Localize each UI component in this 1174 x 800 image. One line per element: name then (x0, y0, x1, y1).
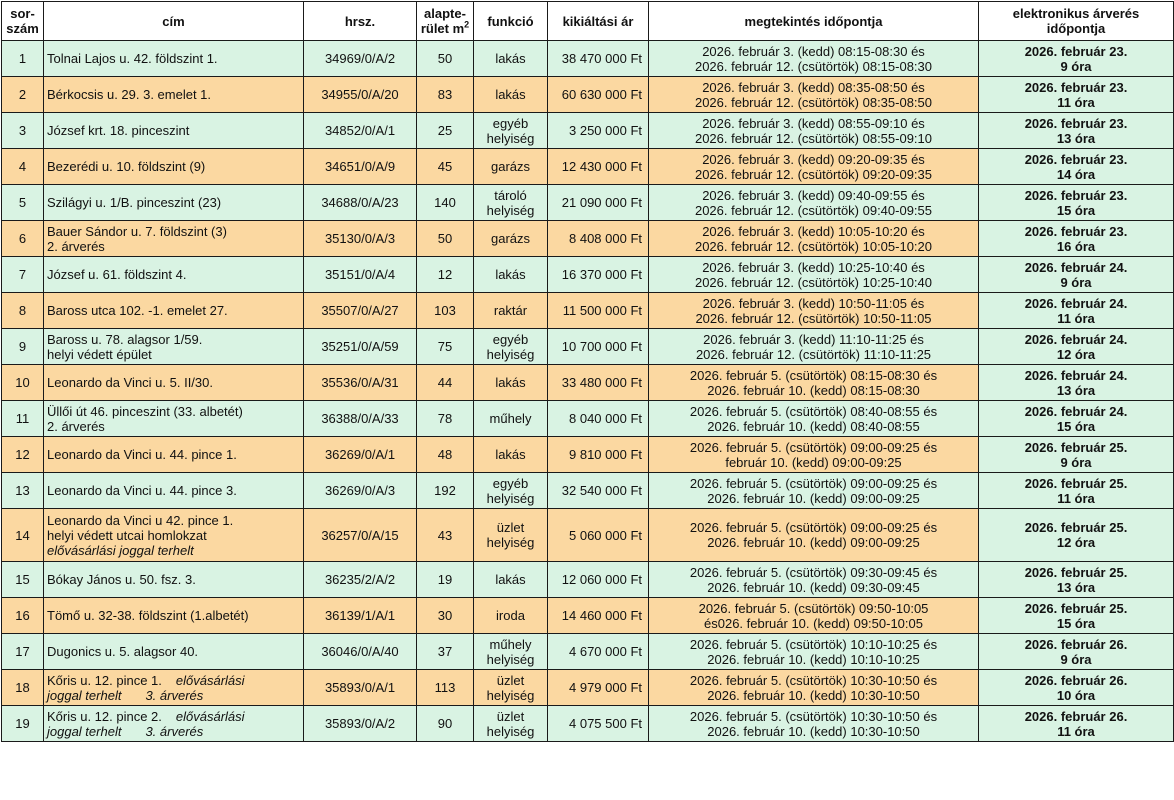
table-row (2, 77, 1174, 113)
row-price: 4 075 500 Ft (548, 706, 649, 742)
row-auction: 2026. február 24. 12 óra (979, 329, 1174, 365)
row-auction: 2026. február 24. 15 óra (979, 401, 1174, 437)
row-address: Bókay János u. 50. fsz. 3. (44, 562, 304, 598)
row-function: üzlet helyiség (474, 670, 548, 706)
header-area: alapte- rület $m^2$ (417, 2, 474, 41)
row-function: lakás (474, 41, 548, 77)
row-area: 75 (417, 329, 474, 365)
header-row (2, 2, 1174, 41)
row-auction: 2026. február 23. 11 óra (979, 77, 1174, 113)
row-area: 43 (417, 509, 474, 562)
row-area: 192 (417, 473, 474, 509)
row-number: 13 (2, 473, 44, 509)
row-number: 17 (2, 634, 44, 670)
row-hrsz: 34852/0/A/1 (304, 113, 417, 149)
row-viewing: 2026. február 3. (kedd) 10:05-10:20 és 2026. február 12. (csütörtök) 10:05-10:20 (649, 221, 979, 257)
row-price: 3 250 000 Ft (548, 113, 649, 149)
row-viewing: 2026. február 5. (csütörtök) 09:00-09:25 és 2026. február 10. (kedd) 09:00-09:25 (649, 509, 979, 562)
row-address: Kőris u. 12. pince 1. elővásárlási joggal terhelt 3. árverés (44, 670, 304, 706)
row-price: 4 979 000 Ft (548, 670, 649, 706)
row-function: lakás (474, 77, 548, 113)
row-area: 78 (417, 401, 474, 437)
row-number: 16 (2, 598, 44, 634)
row-price: 38 470 000 Ft (548, 41, 649, 77)
header-num: sor- szám (2, 2, 44, 41)
row-auction: 2026. február 25. 11 óra (979, 473, 1174, 509)
row-price: 8 040 000 Ft (548, 401, 649, 437)
table-row (2, 670, 1174, 706)
row-area: 48 (417, 437, 474, 473)
row-auction: 2026. február 26. 11 óra (979, 706, 1174, 742)
row-hrsz: 36388/0/A/33 (304, 401, 417, 437)
row-area: 83 (417, 77, 474, 113)
row-area: 140 (417, 185, 474, 221)
row-auction: 2026. február 23. 9 óra (979, 41, 1174, 77)
row-number: 10 (2, 365, 44, 401)
header-function: funkció (474, 2, 548, 41)
row-hrsz: 35893/0/A/1 (304, 670, 417, 706)
table-row (2, 473, 1174, 509)
table-row (2, 365, 1174, 401)
row-viewing: 2026. február 3. (kedd) 09:20-09:35 és 2026. február 12. (csütörtök) 09:20-09:35 (649, 149, 979, 185)
row-viewing: 2026. február 3. (kedd) 10:50-11:05 és 2026. február 12. (csütörtök) 10:50-11:05 (649, 293, 979, 329)
row-number: 15 (2, 562, 44, 598)
row-hrsz: 35251/0/A/59 (304, 329, 417, 365)
row-function: lakás (474, 562, 548, 598)
table-row (2, 113, 1174, 149)
row-auction: 2026. február 26. 10 óra (979, 670, 1174, 706)
row-number: 19 (2, 706, 44, 742)
row-function: iroda (474, 598, 548, 634)
row-auction: 2026. február 24. 9 óra (979, 257, 1174, 293)
row-address: Szilágyi u. 1/B. pinceszint (23) (44, 185, 304, 221)
table-row (2, 437, 1174, 473)
table-row (2, 293, 1174, 329)
row-area: 103 (417, 293, 474, 329)
row-function: lakás (474, 365, 548, 401)
row-price: 21 090 000 Ft (548, 185, 649, 221)
row-address: Tömő u. 32-38. földszint (1.albetét) (44, 598, 304, 634)
row-address: Baross u. 78. alagsor 1/59. helyi védett épület (44, 329, 304, 365)
header-hrsz: hrsz. (304, 2, 417, 41)
row-hrsz: 35893/0/A/2 (304, 706, 417, 742)
row-hrsz: 36139/1/A/1 (304, 598, 417, 634)
row-viewing: 2026. február 3. (kedd) 09:40-09:55 és 2026. február 12. (csütörtök) 09:40-09:55 (649, 185, 979, 221)
table-row (2, 509, 1174, 562)
row-viewing: 2026. február 5. (csütörtök) 09:00-09:25 és 2026. február 10. (kedd) 09:00-09:25 (649, 473, 979, 509)
row-function: garázs (474, 221, 548, 257)
header-viewing: megtekintés időpontja (649, 2, 979, 41)
table-row (2, 706, 1174, 742)
row-hrsz: 35130/0/A/3 (304, 221, 417, 257)
row-number: 9 (2, 329, 44, 365)
row-viewing: 2026. február 5. (csütörtök) 10:30-10:50 és 2026. február 10. (kedd) 10:30-10:50 (649, 670, 979, 706)
row-viewing: 2026. február 3. (kedd) 08:15-08:30 és 2026. február 12. (csütörtök) 08:15-08:30 (649, 41, 979, 77)
table-row (2, 41, 1174, 77)
row-price: 9 810 000 Ft (548, 437, 649, 473)
row-auction: 2026. február 24. 13 óra (979, 365, 1174, 401)
row-address: Dugonics u. 5. alagsor 40. (44, 634, 304, 670)
row-number: 18 (2, 670, 44, 706)
row-address: Kőris u. 12. pince 2. elővásárlási joggal terhelt 3. árverés (44, 706, 304, 742)
row-area: 44 (417, 365, 474, 401)
row-function: egyéb helyiség (474, 113, 548, 149)
table-row (2, 401, 1174, 437)
table-row (2, 221, 1174, 257)
row-address: Baross utca 102. -1. emelet 27. (44, 293, 304, 329)
row-address: Tolnai Lajos u. 42. földszint 1. (44, 41, 304, 77)
table-row (2, 634, 1174, 670)
row-function: raktár (474, 293, 548, 329)
row-hrsz: 35151/0/A/4 (304, 257, 417, 293)
header-address: cím (44, 2, 304, 41)
table-row (2, 598, 1174, 634)
row-viewing: 2026. február 3. (kedd) 08:35-08:50 és 2026. február 12. (csütörtök) 08:35-08:50 (649, 77, 979, 113)
table-row (2, 149, 1174, 185)
table-row (2, 257, 1174, 293)
row-address: József u. 61. földszint 4. (44, 257, 304, 293)
row-price: 32 540 000 Ft (548, 473, 649, 509)
row-number: 3 (2, 113, 44, 149)
row-price: 16 370 000 Ft (548, 257, 649, 293)
row-hrsz: 36235/2/A/2 (304, 562, 417, 598)
row-function: műhely helyiség (474, 634, 548, 670)
row-price: 14 460 000 Ft (548, 598, 649, 634)
row-auction: 2026. február 25. 15 óra (979, 598, 1174, 634)
row-address: Leonardo da Vinci u. 44. pince 1. (44, 437, 304, 473)
table-row (2, 329, 1174, 365)
row-price: 11 500 000 Ft (548, 293, 649, 329)
row-price: 12 430 000 Ft (548, 149, 649, 185)
row-viewing: 2026. február 3. (kedd) 08:55-09:10 és 2026. február 12. (csütörtök) 08:55-09:10 (649, 113, 979, 149)
row-function: egyéb helyiség (474, 473, 548, 509)
row-area: 50 (417, 221, 474, 257)
row-number: 1 (2, 41, 44, 77)
row-area: 113 (417, 670, 474, 706)
row-auction: 2026. február 25. 9 óra (979, 437, 1174, 473)
row-hrsz: 36269/0/A/1 (304, 437, 417, 473)
row-address: Bérkocsis u. 29. 3. emelet 1. (44, 77, 304, 113)
row-function: üzlet helyiség (474, 706, 548, 742)
row-hrsz: 36046/0/A/40 (304, 634, 417, 670)
row-address: Leonardo da Vinci u. 5. II/30. (44, 365, 304, 401)
row-function: lakás (474, 437, 548, 473)
row-hrsz: 35507/0/A/27 (304, 293, 417, 329)
header-price: kikiáltási ár (548, 2, 649, 41)
table-row (2, 562, 1174, 598)
row-area: 90 (417, 706, 474, 742)
row-auction: 2026. február 25. 13 óra (979, 562, 1174, 598)
row-number: 5 (2, 185, 44, 221)
row-hrsz: 34688/0/A/23 (304, 185, 417, 221)
table-body (2, 41, 1174, 742)
row-price: 4 670 000 Ft (548, 634, 649, 670)
row-area: 45 (417, 149, 474, 185)
row-viewing: 2026. február 3. (kedd) 10:25-10:40 és 2026. február 12. (csütörtök) 10:25-10:40 (649, 257, 979, 293)
row-auction: 2026. február 23. 15 óra (979, 185, 1174, 221)
row-address: József krt. 18. pinceszint (44, 113, 304, 149)
row-auction: 2026. február 26. 9 óra (979, 634, 1174, 670)
row-viewing: 2026. február 5. (csütörtök) 08:15-08:30 és 2026. február 10. (kedd) 08:15-08:30 (649, 365, 979, 401)
row-number: 6 (2, 221, 44, 257)
row-viewing: 2026. február 5. (csütörtök) 09:00-09:25 és február 10. (kedd) 09:00-09:25 (649, 437, 979, 473)
row-number: 8 (2, 293, 44, 329)
row-price: 60 630 000 Ft (548, 77, 649, 113)
row-auction: 2026. február 25. 12 óra (979, 509, 1174, 562)
row-price: 33 480 000 Ft (548, 365, 649, 401)
row-number: 12 (2, 437, 44, 473)
row-function: egyéb helyiség (474, 329, 548, 365)
row-area: 30 (417, 598, 474, 634)
row-number: 14 (2, 509, 44, 562)
row-viewing: 2026. február 5. (csütörtök) 09:30-09:45 és 2026. február 10. (kedd) 09:30-09:45 (649, 562, 979, 598)
row-address: Leonardo da Vinci u. 44. pince 3. (44, 473, 304, 509)
row-function: lakás (474, 257, 548, 293)
row-price: 8 408 000 Ft (548, 221, 649, 257)
row-viewing: 2026. február 5. (csütörtök) 08:40-08:55 és 2026. február 10. (kedd) 08:40-08:55 (649, 401, 979, 437)
row-auction: 2026. február 23. 13 óra (979, 113, 1174, 149)
row-auction: 2026. február 24. 11 óra (979, 293, 1174, 329)
row-number: 7 (2, 257, 44, 293)
row-address: Leonardo da Vinci u 42. pince 1. helyi védett utcai homlokzat elővásárlási joggal terhelt (44, 509, 304, 562)
row-viewing: 2026. február 5. (csütörtök) 10:10-10:25 és 2026. február 10. (kedd) 10:10-10:25 (649, 634, 979, 670)
row-hrsz: 36269/0/A/3 (304, 473, 417, 509)
row-number: 2 (2, 77, 44, 113)
row-hrsz: 34969/0/A/2 (304, 41, 417, 77)
row-hrsz: 36257/0/A/15 (304, 509, 417, 562)
row-area: 19 (417, 562, 474, 598)
table-row (2, 185, 1174, 221)
row-address: Bezerédi u. 10. földszint (9) (44, 149, 304, 185)
row-hrsz: 34651/0/A/9 (304, 149, 417, 185)
row-viewing: 2026. február 3. (kedd) 11:10-11:25 és 2026. február 12. (csütörtök) 11:10-11:25 (649, 329, 979, 365)
row-auction: 2026. február 23. 14 óra (979, 149, 1174, 185)
row-viewing: 2026. február 5. (csütörtök) 09:50-10:05 és026. február 10. (kedd) 09:50-10:05 (649, 598, 979, 634)
row-address: Bauer Sándor u. 7. földszint (3) 2. árverés (44, 221, 304, 257)
row-price: 10 700 000 Ft (548, 329, 649, 365)
row-viewing: 2026. február 5. (csütörtök) 10:30-10:50 és 2026. február 10. (kedd) 10:30-10:50 (649, 706, 979, 742)
row-hrsz: 35536/0/A/31 (304, 365, 417, 401)
row-function: tároló helyiség (474, 185, 548, 221)
row-function: garázs (474, 149, 548, 185)
row-area: 12 (417, 257, 474, 293)
row-area: 37 (417, 634, 474, 670)
row-price: 12 060 000 Ft (548, 562, 649, 598)
row-address: Üllői út 46. pinceszint (33. albetét) 2. árverés (44, 401, 304, 437)
row-number: 11 (2, 401, 44, 437)
row-hrsz: 34955/0/A/20 (304, 77, 417, 113)
row-auction: 2026. február 23. 16 óra (979, 221, 1174, 257)
row-function: üzlet helyiség (474, 509, 548, 562)
row-price: 5 060 000 Ft (548, 509, 649, 562)
row-function: műhely (474, 401, 548, 437)
row-area: 50 (417, 41, 474, 77)
row-area: 25 (417, 113, 474, 149)
property-auction-table (1, 1, 1174, 742)
row-number: 4 (2, 149, 44, 185)
header-auction: elektronikus árverés időpontja (979, 2, 1174, 41)
